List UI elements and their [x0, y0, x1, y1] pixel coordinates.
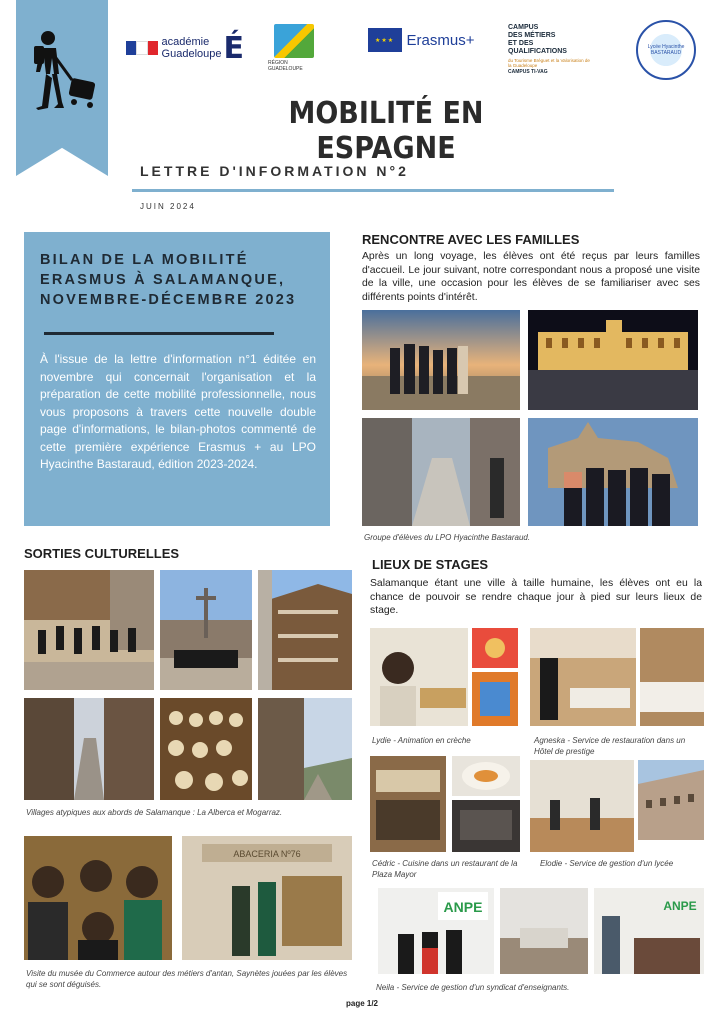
photo-creche-craft	[472, 672, 518, 726]
rencontre-heading: RENCONTRE AVEC LES FAMILLES	[362, 232, 580, 247]
photo-hotel-room	[640, 628, 704, 726]
anpe-sign-2: ANPE	[663, 899, 697, 913]
french-flag-icon	[126, 41, 158, 55]
photo-hotel-agneska	[530, 628, 636, 726]
photo-office-elodie	[530, 760, 634, 852]
erasmus-logo	[360, 26, 482, 54]
photo-dish	[452, 756, 520, 796]
rencontre-caption: Groupe d'élèves du LPO Hyacinthe Bastaraud.	[364, 533, 531, 542]
photo-street	[362, 418, 520, 526]
erasmus-label: Erasmus+	[406, 31, 475, 49]
sorties-heading: SORTIES CULTURELLES	[24, 546, 180, 561]
caption-neila: Neila - Service de gestion d'un syndicat d'enseignants.	[376, 983, 570, 992]
eu-flag-icon: ★★★	[368, 28, 402, 52]
page-number: page 1/2	[345, 999, 378, 1008]
traveller-icon	[26, 28, 98, 114]
photo-kitchen	[452, 800, 520, 852]
campus-subtitle: du Tourisme Bréguet et la Valorisation de la Guadeloupe	[508, 57, 590, 68]
photo-creche-lydie	[370, 628, 468, 726]
campus-line-3: ET DES	[508, 39, 534, 47]
page-title: MOBILITÉ EN ESPAGNE	[288, 96, 484, 166]
caption-cedric: Cédric - Cuisine dans un restaurant de la Plaza Mayor	[372, 859, 518, 879]
campus-bottom: CAMPUS TI-VAG	[508, 68, 548, 75]
region-logo	[268, 22, 320, 74]
photo-village-alley	[24, 698, 154, 800]
stages-text: Salamanque étant une ville à taille humaine, les élèves ont eu la chance de pouvoir se rendre chaque jour à pied sur leurs lieux de stage.	[370, 578, 702, 617]
sorties-caption-museum: Visite du musée du Commerce autour des métiers d'antan, Saynètes jouées par les élèves qui se sont déguisés.	[26, 969, 348, 989]
photo-restaurant-cedric	[370, 756, 446, 852]
stages-heading: LIEUX DE STAGES	[372, 557, 489, 572]
photo-group-sunset	[362, 310, 520, 410]
photo-village-cross	[160, 570, 252, 690]
sorties-caption-villages: Villages atypiques aux abords de Salamanque : La Alberca et Mogarraz.	[26, 808, 283, 817]
photo-market-stall	[160, 698, 252, 800]
photo-village-jump	[24, 570, 154, 690]
header-divider	[132, 189, 614, 192]
photo-museum-shop	[182, 836, 352, 960]
region-mark-icon	[274, 24, 314, 58]
photo-anpe-neila	[378, 888, 494, 974]
bilan-box	[24, 232, 330, 526]
anpe-sign-1: ANPE	[443, 899, 483, 915]
region-label: RÉGION GUADELOUPE	[268, 60, 303, 72]
issue-date: JUIN 2024	[140, 202, 196, 211]
newsletter-subtitle: LETTRE D'INFORMATION N°2	[140, 163, 409, 179]
bilan-text: À l'issue de la lettre d'information n°1 éditée en novembre qui concernait l'organisation et la préparation de cette mobilité professionnelle, nous vous proposons à travers cette nouvelle double page d'informations, le bilan-photos commenté de cette première expérience Erasmus + au LPO Hyacinthe Bastaraud, édition 2023-2024.	[40, 352, 316, 471]
caption-elodie: Elodie - Service de gestion d'un lycée	[540, 859, 674, 868]
caption-lydie: Lydie - Animation en crèche	[372, 736, 471, 745]
academie-line2: Guadeloupe	[161, 48, 222, 60]
campus-line-2: DES MÉTIERS	[508, 31, 556, 39]
photo-museum-costumes	[24, 836, 172, 960]
campus-line-1: CAMPUS	[508, 23, 539, 31]
museum-shop-sign: ABACERIA Nº76	[233, 849, 301, 859]
photo-plaza-mayor-night	[528, 310, 698, 410]
bilan-divider	[44, 332, 274, 335]
campus-logo	[508, 16, 590, 82]
academie-logo	[126, 24, 244, 72]
academie-mark: É	[223, 30, 244, 66]
lycee-label: Lycée Hyacinthe BASTARAUD	[647, 44, 685, 56]
photo-creche-toys	[472, 628, 518, 668]
bilan-title: BILAN DE LA MOBILITÉ ERASMUS À SALAMANQUE, NOVEMBRE-DÉCEMBRE 2023	[40, 252, 297, 308]
photo-village-houses	[258, 570, 352, 690]
header-ribbon	[16, 0, 108, 176]
lycee-logo	[636, 20, 696, 80]
campus-line-4: QUALIFICATIONS	[508, 47, 567, 55]
photo-anpe-office	[500, 888, 588, 974]
photo-village-view	[258, 698, 352, 800]
photo-anpe-meeting	[594, 888, 704, 974]
caption-agneska: Agneska - Service de restauration dans un Hôtel de prestige	[534, 736, 686, 756]
academie-line1: académie	[161, 36, 210, 48]
photo-lycee-building	[638, 760, 704, 840]
rencontre-text: Après un long voyage, les élèves ont été reçus par leurs familles d'accueil. Le jour suivant, notre correspondant nous a proposé une visite de la ville, une occasion pour les élèves de se familiariser avec ses différents points d'intérêt.	[362, 251, 700, 303]
photo-cathedral-group	[528, 418, 698, 526]
